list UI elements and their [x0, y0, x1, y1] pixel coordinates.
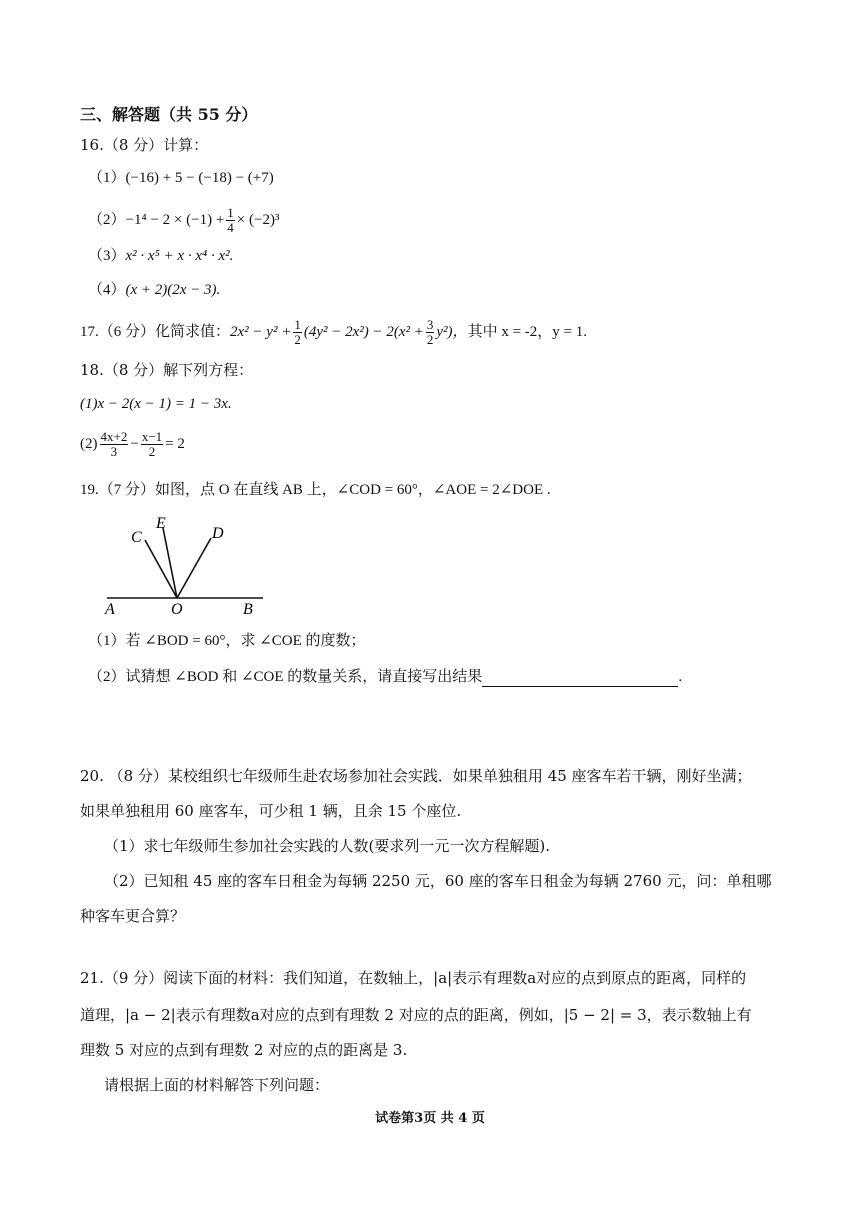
ray-oc	[145, 540, 177, 598]
q18-stem: 18.（8 分）解下列方程：	[80, 361, 254, 379]
q17	[80, 318, 587, 347]
q17-frac1-num: 1	[294, 317, 301, 332]
ray-od	[177, 538, 211, 598]
q16-part2-fraction	[226, 206, 235, 235]
q18-frac2-num: x−1	[141, 429, 163, 444]
q19-part2-text: （2）试猜想 ∠BOD 和 ∠COE 的数量关系，请直接写出结果	[88, 669, 483, 685]
q17-fraction-1	[293, 318, 302, 347]
q16-part4	[88, 280, 220, 300]
q18-part1	[80, 394, 232, 414]
q17-tail: 其中 x = -2，y = 1.	[467, 323, 587, 340]
label-o: O	[171, 601, 183, 618]
q18-part1-expr: (1)x − 2(x − 1) = 1 − 3x.	[80, 396, 232, 412]
q16-part1-label: （1）	[88, 170, 126, 186]
q16-part3-label: （3）	[88, 248, 126, 264]
q18-fraction-1	[100, 430, 129, 459]
q16-stem: 16.（8 分）计算：	[80, 136, 209, 154]
q19-part1: （1）若 ∠BOD = 60°，求 ∠COE 的度数；	[88, 633, 366, 649]
q16-part4-label: （4）	[88, 282, 126, 298]
q16-part2-after: × (−2)³	[236, 211, 280, 228]
q16-part2-label: （2）	[88, 211, 126, 228]
q18-frac2-den: 2	[148, 444, 156, 459]
q16-part2-frac-num: 1	[227, 205, 234, 220]
q20-line1: 20. （8 分）某校组织七年级师生赴农场参加社会实践．如果单独租用 45 座客车若干辆，刚好坐满；	[80, 767, 752, 785]
q21-line4: 请根据上面的材料解答下列问题：	[104, 1076, 330, 1094]
q20-line2: 如果单独租用 60 座客车，可少租 1 辆，且余 15 个座位.	[80, 802, 462, 820]
q16-part1-expr: (−16) + 5 − (−18) − (+7)	[125, 170, 274, 186]
q17-expr-a: 2x² − y² +	[230, 323, 292, 340]
label-c: C	[131, 529, 142, 546]
q17-frac1-den: 2	[294, 332, 301, 347]
answer-blank[interactable]	[482, 670, 678, 687]
q17-fraction-2	[426, 318, 435, 347]
q17-expr-c: y²)，	[436, 323, 468, 340]
q21-line1: 21.（9 分）阅读下面的材料：我们知道，在数轴上，|a|表示有理数a对应的点到原点的距离，同样的	[80, 969, 747, 987]
q19-stem: 19.（7 分）如图，点 O 在直线 AB 上，∠COD = 60°，∠AOE = 2∠DOE .	[80, 482, 551, 498]
q16-part4-expr: (x + 2)(2x − 3).	[125, 282, 221, 298]
q21-line2: 道理，|a − 2|表示有理数a对应的点到有理数 2 对应的点的距离，例如，|5 − 2| = 3，表示数轴上有	[80, 1006, 752, 1024]
q18-frac1-den: 3	[110, 444, 118, 459]
label-b: B	[243, 601, 253, 618]
q16-part2	[88, 206, 279, 235]
q18-minus: −	[130, 435, 139, 452]
q18-frac1-num: 4x+2	[100, 429, 128, 444]
section-title: 三、解答题（共 55 分）	[80, 105, 258, 124]
q18-tail: = 2	[165, 435, 185, 452]
q17-expr-b: (4y² − 2x²) − 2(x² +	[303, 323, 424, 340]
q19-part2-end: .	[678, 669, 683, 685]
q16-part3-expr: x² · x⁵ + x · x⁴ · x².	[125, 248, 234, 264]
q20-part1: （1）求七年级师生参加社会实践的人数(要求列一元一次方程解题).	[104, 837, 551, 855]
q18-part2	[80, 430, 185, 459]
ray-oe	[163, 528, 177, 598]
label-a: A	[105, 601, 115, 618]
q21-line3: 理数 5 对应的点到有理数 2 对应的点的距离是 3.	[80, 1041, 408, 1059]
q18-part2-label: (2)	[80, 435, 98, 452]
q16-part2-frac-den: 4	[227, 220, 234, 235]
label-d: D	[212, 525, 224, 542]
q19-figure	[95, 510, 295, 620]
q17-frac2-num: 3	[426, 317, 434, 332]
q17-stem: 17.（6 分）化简求值：	[80, 323, 231, 340]
q16-part3	[88, 246, 233, 266]
q17-frac2-den: 2	[426, 332, 434, 347]
q20-part2-line2: 种客车更合算？	[80, 907, 186, 925]
q19-part2	[88, 667, 682, 687]
page-footer: 试卷第3页 共 4 页	[375, 1111, 485, 1126]
q16-part2-before: −1⁴ − 2 × (−1) +	[125, 211, 225, 228]
q20-part2-line1: （2）已知租 45 座的客车日租金为每辆 2250 元，60 座的客车日租金为每辆 2760 元，问：单租哪	[104, 872, 772, 890]
q16-part1	[88, 168, 274, 188]
label-e: E	[156, 515, 166, 532]
q18-fraction-2	[141, 430, 163, 459]
